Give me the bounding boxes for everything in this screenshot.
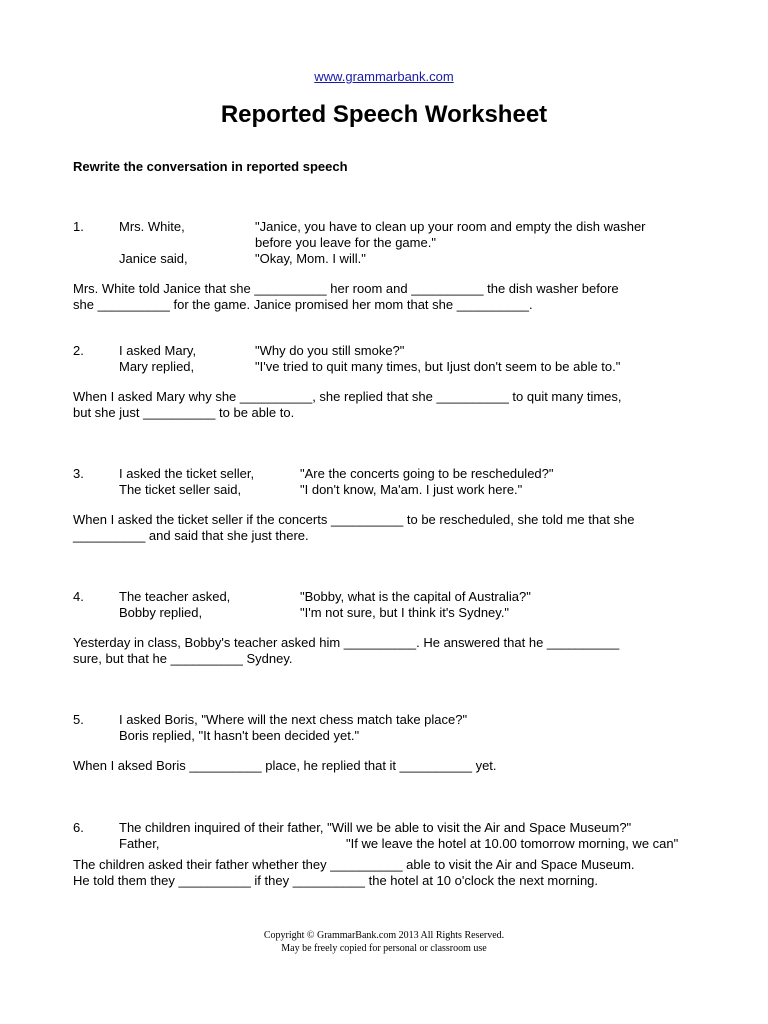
quote: "Janice, you have to clean up your room and empty the dish washer before you leave for the game." <box>255 219 646 250</box>
dialogue-line <box>73 836 713 868</box>
rewrite-paragraph: When I asked the ticket seller if the concerts __________ to be rescheduled, she told me that she __________ and said that she just there. <box>73 512 635 543</box>
exercise-number: 1. <box>73 219 84 234</box>
dialogue-line <box>73 820 713 836</box>
exercise-number: 5. <box>73 712 84 727</box>
rewrite-paragraph: When I aksed Boris __________ place, he replied that it __________ yet. <box>73 758 497 773</box>
website-link[interactable]: www.grammarbank.com <box>314 69 454 84</box>
rewrite-paragraph: The children asked their father whether they __________ able to visit the Air and Space Museum. He told them they __________ if they __________ the hotel at 10 o'clock the next morning. <box>73 857 635 888</box>
exercise-4 <box>73 589 713 667</box>
copyright-line: Copyright © GrammarBank.com 2013 All Rights Reserved. <box>263 930 505 941</box>
dialogue-text: I asked Boris, "Where will the next chess match take place?" <box>119 712 468 727</box>
exercise-number: 2. <box>73 343 84 358</box>
dialogue-line <box>73 712 713 728</box>
quote: "Bobby, what is the capital of Australia?" <box>300 589 531 604</box>
dialogue-line <box>73 589 713 605</box>
exercise-5 <box>73 712 713 774</box>
quote: "If we leave the hotel at 10.00 tomorrow morning, we can" <box>346 836 679 851</box>
quote: "I'm not sure, but I think it's Sydney." <box>300 605 510 620</box>
speaker: Bobby replied, <box>119 605 203 620</box>
exercise-number: 4. <box>73 589 84 604</box>
quote: "I don't know, Ma'am. I just work here." <box>300 482 523 497</box>
dialogue-line <box>73 343 713 359</box>
exercise-2 <box>73 343 713 421</box>
dialogue-line <box>73 728 713 744</box>
speaker: Father, <box>119 836 160 851</box>
exercise-number: 6. <box>73 820 84 835</box>
usage-line: May be freely copied for personal or classroom use <box>281 943 487 954</box>
exercise-6 <box>73 820 713 889</box>
dialogue-text: The children inquired of their father, "Will we be able to visit the Air and Space Museum?" <box>119 820 632 835</box>
quote: "Are the concerts going to be rescheduled?" <box>300 466 554 481</box>
dialogue-line <box>73 482 713 498</box>
exercise-number: 3. <box>73 466 84 481</box>
quote: "I've tried to quit many times, but Ijust don't seem to be able to." <box>255 359 621 374</box>
dialogue-line <box>73 219 713 250</box>
speaker: Mary replied, <box>119 359 195 374</box>
quote: "Why do you still smoke?" <box>255 343 405 358</box>
speaker: The ticket seller said, <box>119 482 242 497</box>
instruction: Rewrite the conversation in reported speech <box>73 159 348 174</box>
exercise-1 <box>73 219 713 313</box>
dialogue-line <box>73 359 713 375</box>
page-title: Reported Speech Worksheet <box>220 101 548 128</box>
copyright-footer <box>0 929 768 955</box>
dialogue-text: Boris replied, "It hasn't been decided yet." <box>119 728 360 743</box>
speaker: Mrs. White, <box>119 219 185 234</box>
dialogue-line <box>73 251 713 267</box>
speaker: I asked the ticket seller, <box>119 466 255 481</box>
dialogue-line <box>73 466 713 482</box>
speaker: Janice said, <box>119 251 188 266</box>
exercise-3 <box>73 466 713 544</box>
dialogue-line <box>73 605 713 621</box>
rewrite-paragraph: Yesterday in class, Bobby's teacher asked him __________. He answered that he __________ sure, but that he __________ Sydney. <box>73 635 620 666</box>
speaker: I asked Mary, <box>119 343 197 358</box>
quote: "Okay, Mom. I will." <box>255 251 366 266</box>
speaker: The teacher asked, <box>119 589 231 604</box>
rewrite-paragraph: Mrs. White told Janice that she __________ her room and __________ the dish washer before she __________ for the game. Janice promised her mom that she __________. <box>73 281 619 312</box>
rewrite-paragraph: When I asked Mary why she __________, she replied that she __________ to quit many times, but she just __________ to be able to. <box>73 389 622 420</box>
